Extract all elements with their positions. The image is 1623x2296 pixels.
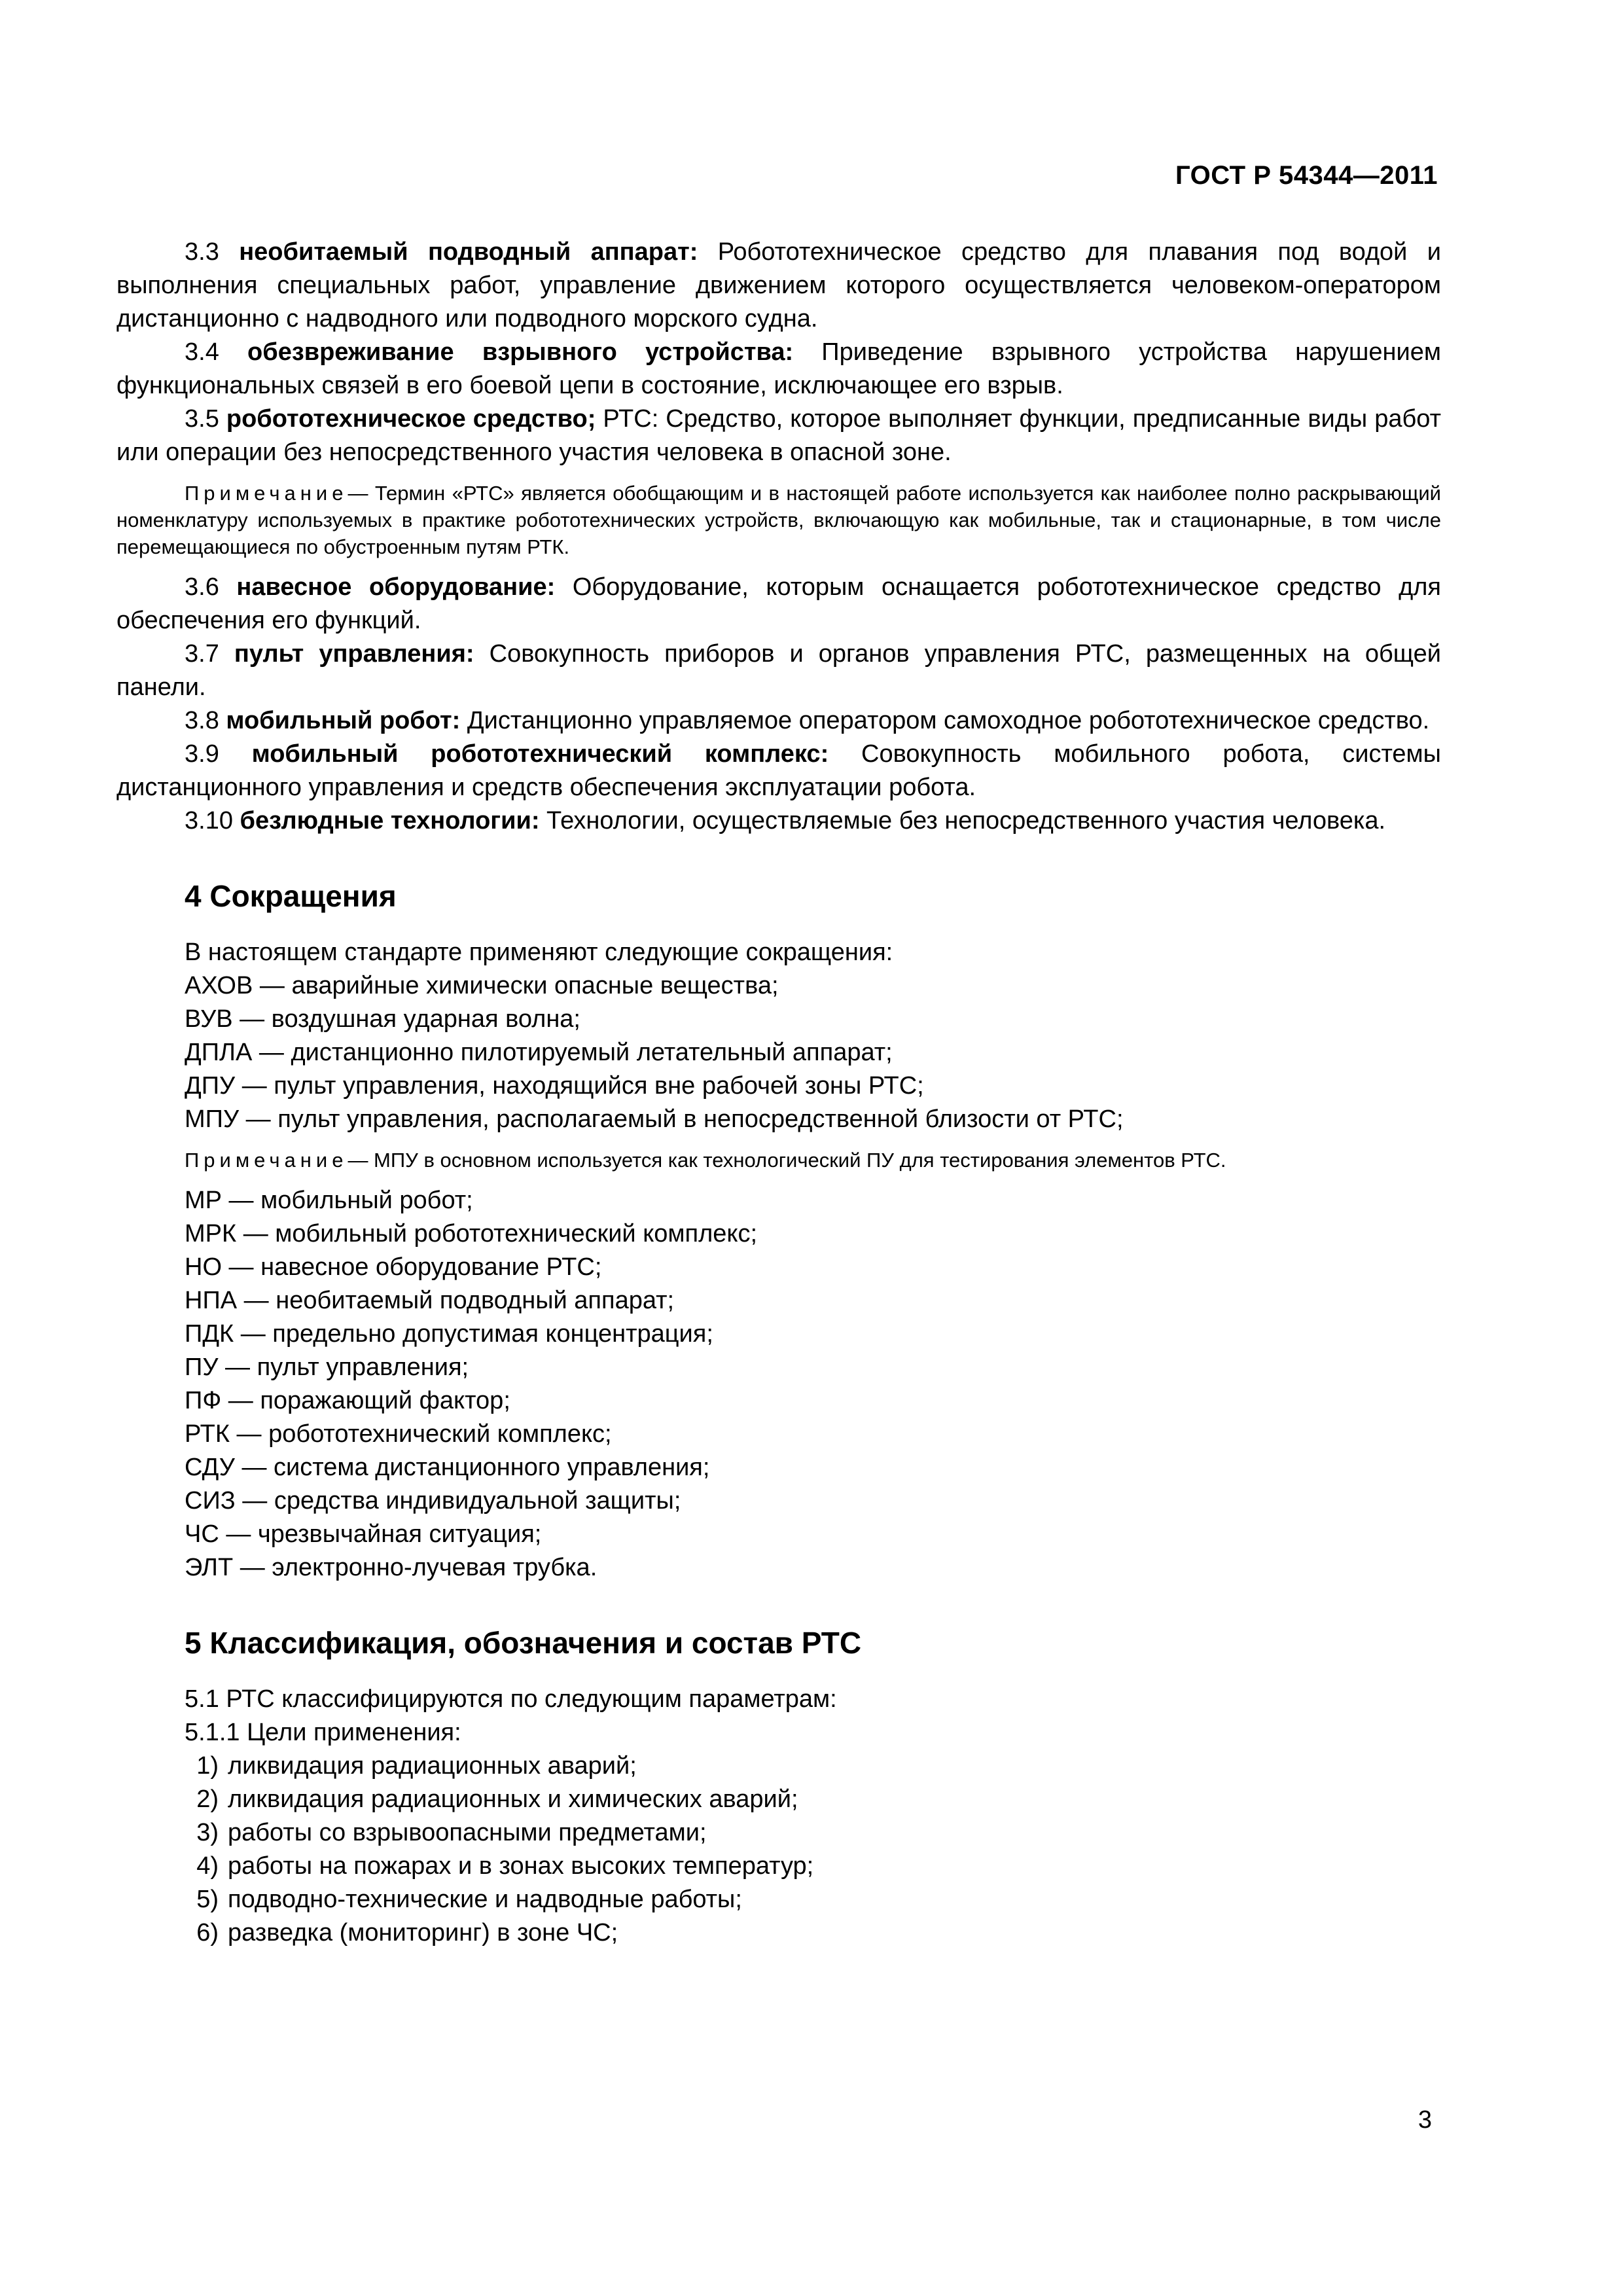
list-item: [116, 1749, 1441, 1783]
definition-text: Совокупность мобильного робота, системы дистанционного управления и средств обеспечения эксплуатации робота.: [116, 740, 1441, 801]
definition-3-4: [116, 336, 1441, 403]
definition-number: 3.6: [185, 573, 219, 601]
definition-number: 3.3: [185, 238, 219, 266]
section-4-heading: 4 Сокращения: [185, 879, 397, 913]
abbreviation-item: РТК — робототехнический комплекс;: [185, 1420, 612, 1448]
definitions-group-b: [116, 571, 1441, 838]
abbreviation-item: ПФ — поражающий фактор;: [185, 1387, 510, 1414]
list-item-number: 2): [196, 1785, 219, 1813]
definitions-group-a: [116, 236, 1441, 469]
definition-term: навесное оборудование:: [236, 573, 556, 601]
definition-number: 3.7: [185, 640, 219, 668]
definition-number: 3.4: [185, 338, 219, 366]
definition-number: 3.9: [185, 740, 219, 768]
definition-term: обезвреживание взрывного устройства:: [247, 338, 794, 366]
note-text: — МПУ в основном используется как технологический ПУ для тестирования элементов РТС.: [348, 1149, 1226, 1172]
abbreviation-item: МР — мобильный робот;: [185, 1187, 473, 1214]
definition-text: Оборудование, которым оснащается робототехническое средство для обеспечения его функций.: [116, 573, 1441, 634]
definition-3-6: [116, 571, 1441, 637]
abbreviation-item: СДУ — система дистанционного управления;: [185, 1454, 710, 1481]
abbreviation-item: ЧС — чрезвычайная ситуация;: [185, 1520, 542, 1548]
list-item-text: работы со взрывоопасными предметами;: [228, 1819, 707, 1846]
definition-text: РТС: Средство, которое выполняет функции, предписанные виды работ или операции без непосредственного участия человека в опасной зоне.: [116, 405, 1441, 466]
list-item-text: работы на пожарах и в зонах высоких температур;: [228, 1852, 814, 1880]
abbreviation-list-b: [116, 1184, 1441, 1585]
clause-5-1-1: 5.1.1 Цели применения:: [185, 1719, 461, 1746]
note-text: — Термин «РТС» является обобщающим и в настоящей работе используется как наиболее полно раскрывающий номенклатуру используемых в практике робототехнических устройств, включающую как мобильные, так и стационарные, в том числе перемещающиеся по обустроенным путям РТК.: [116, 482, 1441, 558]
page-number: 3: [1418, 2106, 1432, 2134]
definition-text: Дистанционно управляемое оператором самоходное робототехническое средство.: [460, 707, 1430, 734]
abbreviation-item: НПА — необитаемый подводный аппарат;: [185, 1287, 675, 1314]
abbreviation-item: НО — навесное оборудование РТС;: [185, 1253, 602, 1281]
list-item: [116, 1850, 1441, 1883]
definition-text: Приведение взрывного устройства нарушением функциональных связей в его боевой цепи в состояние, исключающее его взрыв.: [116, 338, 1441, 399]
abbreviation-item: МПУ — пульт управления, располагаемый в непосредственной близости от РТС;: [185, 1105, 1124, 1133]
list-item-number: 4): [196, 1852, 219, 1880]
list-item: [116, 1816, 1441, 1850]
list-item-number: 6): [196, 1919, 219, 1946]
definition-text: Робототехническое средство для плавания под водой и выполнения специальных работ, управление движением которого осуществляется человеком-оператором дистанционно с надводного или подводного морского судна.: [116, 238, 1441, 332]
list-item-number: 1): [196, 1752, 219, 1780]
clause-5-1: 5.1 РТС классифицируются по следующим параметрам:: [185, 1685, 837, 1713]
definition-3-10: [116, 804, 1441, 838]
standard-code: ГОСТ Р 54344—2011: [1175, 161, 1438, 190]
note-label: Примечание: [185, 482, 348, 505]
definition-term: мобильный робототехнический комплекс:: [251, 740, 829, 768]
note-mpu: [116, 1147, 1441, 1174]
abbreviation-list-a: [116, 969, 1441, 1136]
definition-term: робототехническое средство;: [226, 405, 596, 433]
section-5-heading: 5 Классификация, обозначения и состав РТС: [185, 1626, 862, 1660]
definition-3-3: [116, 236, 1441, 336]
abbreviation-item: ПУ — пульт управления;: [185, 1354, 469, 1381]
definition-number: 3.5: [185, 405, 219, 433]
definition-3-7: [116, 637, 1441, 704]
list-item-text: разведка (мониторинг) в зоне ЧС;: [228, 1919, 618, 1946]
list-item: [116, 1783, 1441, 1816]
abbreviation-item: МРК — мобильный робототехнический комплекс;: [185, 1220, 758, 1247]
list-item: [116, 1883, 1441, 1916]
abbreviation-item: АХОВ — аварийные химически опасные вещества;: [185, 972, 779, 999]
definition-3-9: [116, 738, 1441, 804]
list-item-text: ликвидация радиационных и химических аварий;: [228, 1785, 798, 1813]
note-label: Примечание: [185, 1149, 348, 1172]
abbreviation-item: ДПЛА — дистанционно пилотируемый летательный аппарат;: [185, 1039, 893, 1066]
note-rts-term: [116, 480, 1441, 560]
page-content: [116, 236, 1441, 1950]
list-item-number: 3): [196, 1819, 219, 1846]
definition-term: необитаемый подводный аппарат:: [239, 238, 698, 266]
abbreviation-item: ДПУ — пульт управления, находящийся вне рабочей зоны РТС;: [185, 1072, 924, 1100]
definition-number: 3.10: [185, 807, 233, 834]
definition-term: мобильный робот:: [226, 707, 461, 734]
abbreviation-item: СИЗ — средства индивидуальной защиты;: [185, 1487, 681, 1515]
definition-3-8: [116, 704, 1441, 738]
purpose-list: [116, 1749, 1441, 1950]
definition-term: пульт управления:: [234, 640, 474, 668]
abbreviation-item: ВУВ — воздушная ударная волна;: [185, 1005, 580, 1033]
abbreviation-item: ЭЛТ — электронно-лучевая трубка.: [185, 1554, 597, 1581]
list-item-text: ликвидация радиационных аварий;: [228, 1752, 637, 1780]
list-item: [116, 1916, 1441, 1950]
abbreviation-item: ПДК — предельно допустимая концентрация;: [185, 1320, 713, 1348]
definition-term: безлюдные технологии:: [240, 807, 540, 834]
definition-text: Технологии, осуществляемые без непосредственного участия человека.: [539, 807, 1386, 834]
definition-text: Совокупность приборов и органов управления РТС, размещенных на общей панели.: [116, 640, 1441, 701]
definition-number: 3.8: [185, 707, 219, 734]
list-item-text: подводно-технические и надводные работы;: [228, 1886, 742, 1913]
list-item-number: 5): [196, 1886, 219, 1913]
abbreviations-intro: В настоящем стандарте применяют следующие сокращения:: [185, 939, 893, 966]
definition-3-5: [116, 403, 1441, 469]
